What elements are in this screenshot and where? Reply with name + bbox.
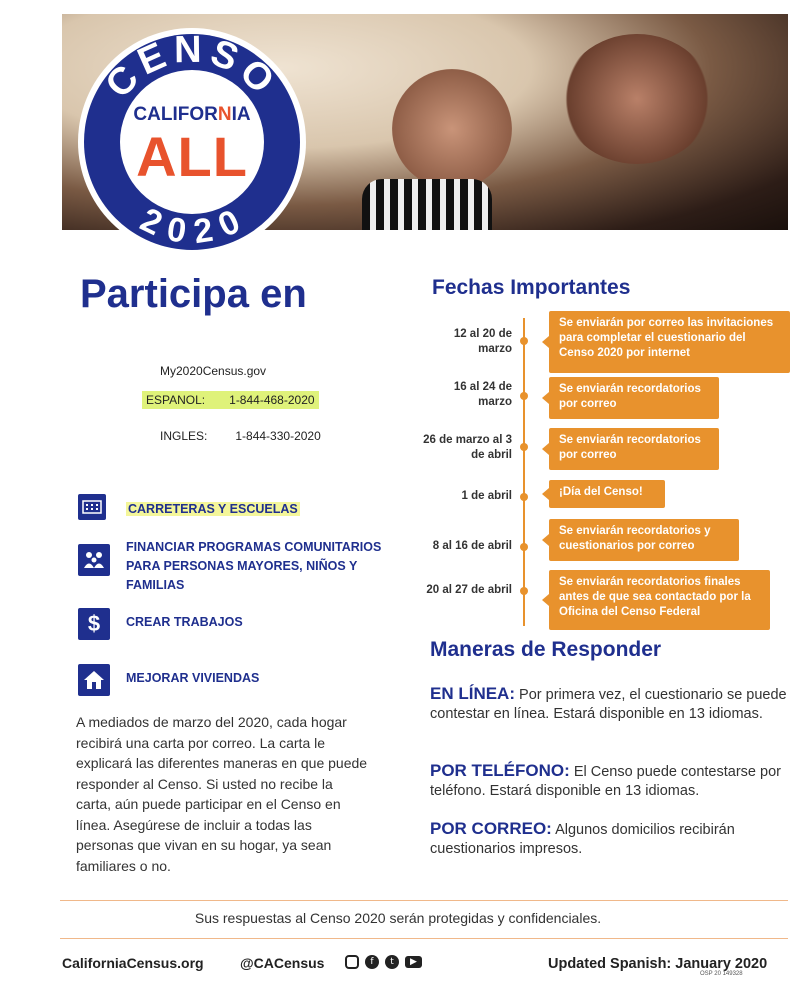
method-phone: POR TELÉFONO: El Censo puede contestarse por teléfono. Estará disponible en 13 idiomas. bbox=[430, 761, 781, 799]
dollar-icon: $ bbox=[78, 608, 110, 640]
svg-text:2020 bbox=[134, 201, 249, 252]
timeline-dot bbox=[520, 493, 528, 501]
maneras-title: Maneras de Responder bbox=[430, 638, 662, 661]
timeline-date: 26 de marzo al 3 de abril bbox=[423, 434, 512, 461]
instagram-icon[interactable] bbox=[345, 955, 359, 969]
twitter-icon[interactable]: t bbox=[385, 955, 399, 969]
timeline-box: Se enviarán por correo las invitaciones para completar el cuestionario del Censo 2020 por internet bbox=[549, 311, 790, 373]
facebook-icon[interactable]: f bbox=[365, 955, 379, 969]
benefit-roads-schools: CARRETERAS Y ESCUELAS bbox=[128, 502, 298, 516]
website-link[interactable]: My2020Census.gov bbox=[160, 364, 267, 378]
spanish-phone-row: ESPANOL: 1-844-468-2020 bbox=[142, 393, 319, 407]
form-code: OSP 20 149328 bbox=[700, 971, 743, 977]
benefit-housing: MEJORAR VIVIENDAS bbox=[126, 671, 260, 685]
timeline-dot bbox=[520, 337, 528, 345]
timeline-dot bbox=[520, 443, 528, 451]
benefit-jobs: CREAR TRABAJOS bbox=[126, 615, 243, 629]
timeline-box: Se enviarán recordatorios finales antes de que sea contactado por la Oficina del Censo Federal bbox=[549, 570, 770, 630]
people-icon bbox=[78, 544, 110, 576]
building-icon bbox=[78, 494, 106, 520]
footer-website[interactable]: CaliforniaCensus.org bbox=[62, 955, 204, 971]
social-icons bbox=[345, 955, 428, 969]
method-online: EN LÍNEA: Por primera vez, el cuestionario se puede contestar en línea. Estará disponible en 13 idiomas. bbox=[430, 684, 787, 722]
benefit-community-programs: FINANCIAR PROGRAMAS COMUNITARIOS PARA PERSONAS MAYORES, NIÑOS Y FAMILIAS bbox=[126, 540, 382, 592]
timeline-box: ¡Día del Censo! bbox=[549, 480, 665, 508]
timeline-date: 8 al 16 de abril bbox=[432, 540, 512, 552]
intro-paragraph: A mediados de marzo del 2020, cada hogar recibirá una carta por correo. La carta le explicará las diferentes maneras en que puede responder al Censo. Si usted no recibe la carta, aún puede participar en el Censo en línea. Asegúrese de incluir a todas las personas que vivan en su hogar, ya sean familiares o no. bbox=[76, 714, 368, 874]
english-phone[interactable]: 1-844-330-2020 bbox=[235, 429, 321, 443]
divider bbox=[60, 938, 788, 939]
timeline-box: Se enviarán recordatorios por correo bbox=[549, 377, 719, 419]
footer-handle[interactable]: @CACensus bbox=[240, 955, 325, 971]
timeline-box: Se enviarán recordatorios y cuestionarios por correo bbox=[549, 519, 739, 561]
divider bbox=[60, 900, 788, 901]
timeline-dot bbox=[520, 392, 528, 400]
timeline-date: 20 al 27 de abril bbox=[426, 584, 512, 596]
timeline-box: Se enviarán recordatorios por correo bbox=[549, 428, 719, 470]
method-mail: POR CORREO: Algunos domicilios recibirán cuestionarios impresos. bbox=[430, 819, 735, 857]
timeline-dot bbox=[520, 587, 528, 595]
footer-note: Sus respuestas al Censo 2020 serán protegidas y confidenciales. bbox=[194, 910, 602, 926]
fechas-title: Fechas Importantes bbox=[432, 276, 631, 299]
updated-date: Updated Spanish: January 2020 bbox=[548, 956, 768, 972]
logo-all: ALL bbox=[136, 125, 248, 188]
censo-logo bbox=[78, 28, 306, 256]
spanish-phone[interactable]: 1-844-468-2020 bbox=[229, 393, 315, 407]
timeline-date: 1 de abril bbox=[461, 490, 512, 502]
logo-year-text: 2020 bbox=[134, 200, 250, 252]
logo-california: CALIFORNIA bbox=[133, 104, 251, 125]
timeline-date: 16 al 24 de marzo bbox=[453, 381, 512, 408]
page-title: Participa en bbox=[80, 272, 307, 316]
logo-censo-text: CENSO bbox=[97, 28, 287, 107]
svg-text:CENSO bbox=[98, 29, 287, 106]
timeline-dot bbox=[520, 543, 528, 551]
timeline-line bbox=[523, 318, 525, 626]
youtube-icon[interactable]: ▶ bbox=[405, 956, 422, 968]
english-phone-row: INGLES: 1-844-330-2020 bbox=[160, 429, 321, 443]
timeline-date: 12 al 20 de marzo bbox=[453, 328, 512, 355]
house-icon bbox=[78, 664, 110, 696]
